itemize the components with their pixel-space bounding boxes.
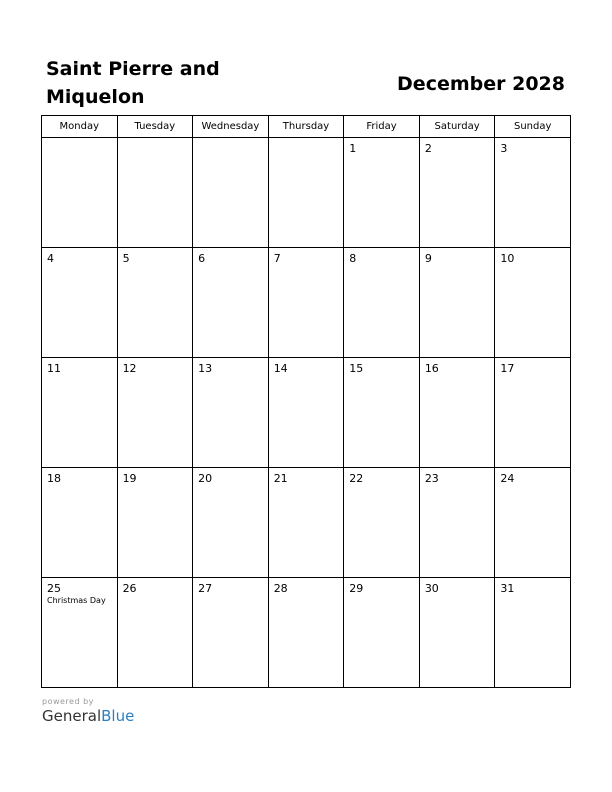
day-cell bbox=[344, 578, 420, 688]
day-number: 14 bbox=[273, 362, 288, 375]
day-cell bbox=[344, 468, 420, 578]
week-row bbox=[42, 248, 571, 358]
day-cell bbox=[42, 358, 118, 468]
weekday-header-row bbox=[42, 116, 571, 138]
day-cell bbox=[344, 138, 420, 248]
day-cell bbox=[117, 578, 193, 688]
day-cell bbox=[193, 138, 269, 248]
day-number: 3 bbox=[500, 142, 508, 155]
day-number: 20 bbox=[198, 472, 213, 485]
day-cell bbox=[193, 358, 269, 468]
day-cell bbox=[268, 138, 344, 248]
day-number: 12 bbox=[122, 362, 137, 375]
day-number: 27 bbox=[198, 582, 213, 595]
day-number bbox=[269, 138, 344, 142]
day-number: 19 bbox=[122, 472, 137, 485]
day-number: 26 bbox=[122, 582, 137, 595]
day-number: 8 bbox=[349, 252, 357, 265]
day-number bbox=[118, 138, 193, 142]
weekday-header: Thursday bbox=[268, 116, 344, 138]
day-number: 23 bbox=[424, 472, 439, 485]
brand-name-part1: General bbox=[42, 707, 102, 725]
day-cell bbox=[42, 138, 118, 248]
day-number: 21 bbox=[273, 472, 288, 485]
day-number: 15 bbox=[349, 362, 364, 375]
day-cell bbox=[193, 578, 269, 688]
day-number: 25 bbox=[47, 582, 61, 595]
day-number: 17 bbox=[500, 362, 515, 375]
day-cell bbox=[268, 468, 344, 578]
day-cell bbox=[193, 468, 269, 578]
day-number: 11 bbox=[47, 362, 61, 375]
weekday-header: Tuesday bbox=[117, 116, 193, 138]
day-cell bbox=[495, 578, 571, 688]
day-number: 5 bbox=[122, 252, 130, 265]
day-number: 18 bbox=[47, 472, 61, 485]
day-cell bbox=[495, 358, 571, 468]
day-cell bbox=[419, 138, 495, 248]
day-number: 13 bbox=[198, 362, 213, 375]
day-number: 7 bbox=[273, 252, 281, 265]
weekday-header: Wednesday bbox=[193, 116, 269, 138]
day-number: 24 bbox=[500, 472, 515, 485]
day-number: 1 bbox=[349, 142, 357, 155]
day-cell bbox=[193, 248, 269, 358]
week-row bbox=[42, 578, 571, 688]
day-cell bbox=[495, 138, 571, 248]
footer-branding bbox=[42, 697, 134, 725]
powered-by-text: powered by bbox=[42, 697, 94, 706]
brand-logo[interactable] bbox=[42, 707, 134, 725]
day-number: 30 bbox=[424, 582, 439, 595]
day-cell bbox=[344, 358, 420, 468]
day-cell bbox=[42, 248, 118, 358]
day-cell bbox=[495, 468, 571, 578]
day-cell bbox=[268, 578, 344, 688]
day-number: 29 bbox=[349, 582, 364, 595]
day-cell bbox=[344, 248, 420, 358]
day-number: 10 bbox=[500, 252, 515, 265]
weekday-header: Monday bbox=[42, 116, 118, 138]
day-cell bbox=[419, 468, 495, 578]
day-number: 22 bbox=[349, 472, 364, 485]
day-cell bbox=[117, 138, 193, 248]
day-number: 28 bbox=[273, 582, 288, 595]
day-cell bbox=[117, 358, 193, 468]
day-number bbox=[193, 138, 268, 142]
day-number: 4 bbox=[47, 252, 54, 265]
holiday-label: Christmas Day bbox=[47, 596, 106, 605]
day-number: 2 bbox=[424, 142, 432, 155]
day-cell bbox=[419, 248, 495, 358]
calendar-grid bbox=[41, 115, 571, 688]
weekday-header: Friday bbox=[344, 116, 420, 138]
day-cell bbox=[117, 468, 193, 578]
day-number: 6 bbox=[198, 252, 206, 265]
week-row bbox=[42, 138, 571, 248]
day-cell bbox=[419, 578, 495, 688]
week-row bbox=[42, 358, 571, 468]
weekday-header: Sunday bbox=[495, 116, 571, 138]
day-cell bbox=[42, 578, 118, 688]
day-cell bbox=[268, 358, 344, 468]
day-cell bbox=[419, 358, 495, 468]
week-row bbox=[42, 468, 571, 578]
region-title: Saint Pierre and Miquelon bbox=[46, 58, 220, 108]
day-cell bbox=[117, 248, 193, 358]
day-number: 31 bbox=[500, 582, 515, 595]
day-number: 9 bbox=[424, 252, 432, 265]
day-number: 16 bbox=[424, 362, 439, 375]
day-number bbox=[42, 138, 117, 142]
month-title: December 2028 bbox=[397, 73, 565, 95]
day-cell bbox=[268, 248, 344, 358]
weekday-header: Saturday bbox=[419, 116, 495, 138]
day-cell bbox=[42, 468, 118, 578]
brand-name-part2: Blue bbox=[101, 707, 135, 725]
day-cell bbox=[495, 248, 571, 358]
